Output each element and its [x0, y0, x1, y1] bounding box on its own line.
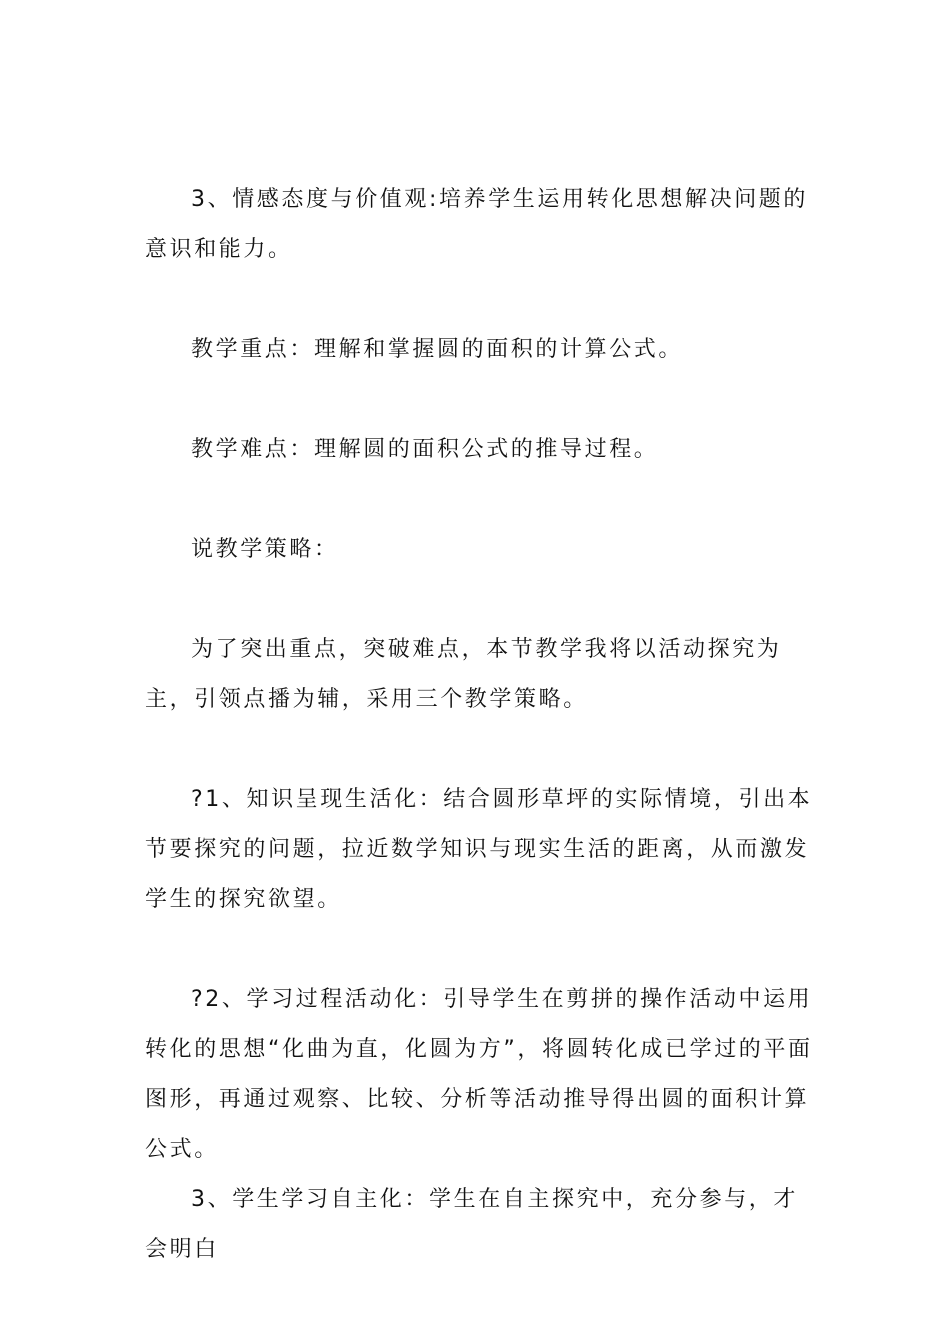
paragraph-strategy-1: ?1、知识呈现生活化：结合圆形草坪的实际情境，引出本节要探究的问题，拉近数学知识与现实生活的距离，从而激发学生的探究欲望。 — [145, 787, 813, 912]
section-heading-teaching-strategy: 说教学策略： — [191, 537, 339, 562]
paragraph-strategy-intro: 为了突出重点，突破难点，本节教学我将以活动探究为主，引领点播为辅，采用三个教学策略。 — [145, 637, 782, 712]
paragraph-emotional-attitude-values: 3、情感态度与价值观:培养学生运用转化思想解决问题的意识和能力。 — [145, 187, 809, 262]
paragraph-strategy-2: ?2、学习过程活动化：引导学生在剪拼的操作活动中运用转化的思想“化曲为直，化圆为方”，将圆转化成已学过的平面图形，再通过观察、比较、分析等活动推导得出圆的面积计算公式。 — [145, 987, 813, 1162]
paragraph-strategy-3: 3、学生学习自主化：学生在自主探究中，充分参与，才会明白 — [145, 1187, 798, 1262]
paragraph-teaching-key-points: 教学重点：理解和掌握圆的面积的计算公式。 — [191, 337, 684, 362]
paragraph-teaching-difficulties: 教学难点：理解圆的面积公式的推导过程。 — [191, 437, 659, 462]
